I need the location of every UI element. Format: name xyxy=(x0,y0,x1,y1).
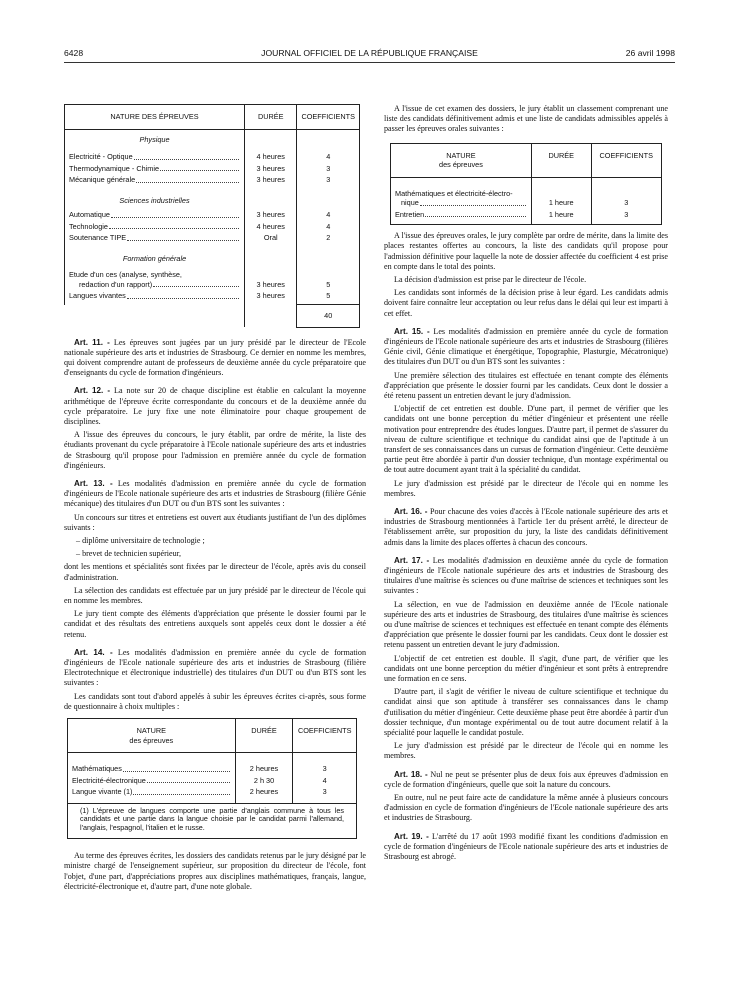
col-header-duree: DURÉE xyxy=(235,719,293,753)
article-11-text: Les épreuves sont jugées par un jury présidé par le directeur de l'Ecole nationale supérieure des arts et industries de Strasbourg. Ce dernier en nomme les membres, qui doivent comprendre autant de professeurs de deuxième année du cycle préparatoire que d'enseignants du cycle de formation d'ingénieurs. xyxy=(64,337,366,378)
table-row: Langues vivantes 3 heures 5 xyxy=(65,290,360,305)
article-11-number: Art. 11. - xyxy=(74,337,110,347)
table-epreuves-orales: NATURE des épreuves DURÉE COEFFICIENTS Mathématiques et électricité-électro- nique 1 heure 3 Entretien 1 heure 3 xyxy=(390,143,662,226)
table-row: Soutenance TIPE Oral 2 xyxy=(65,232,360,244)
list-item: – brevet de technicien supérieur, xyxy=(76,549,182,559)
article-14-text: Les modalités d'admission en première année du cycle de formation d'ingénieurs de l'Ecole nationale supérieure des arts et industries de Strasbourg (filière Electrotechnique et électronique industrielle) des titulaires d'un DUT ou d'un BTS sont les suivantes : xyxy=(64,647,366,688)
article-12-number: Art. 12. - xyxy=(74,386,111,396)
article-15-text: Les modalités d'admission en première année du cycle de formation d'ingénieurs de l'Ecole nationale supérieure des arts et industries de Strasbourg (filières Génie civil, Génie climatique et énergétique, Topographie, Plasturgie, Mécatronique) des titulaires d'un DUT ou d'un BTS sont les suivantes : xyxy=(384,326,668,367)
article-18-text: Nul ne peut se présenter plus de deux fois aux épreuves d'admission en cycle de formation d'ingénieurs, quelle que soit la nature du concours. xyxy=(384,769,668,789)
table-row: Mathématiques et électricité-électro- nique 1 heure 3 xyxy=(391,188,662,209)
paragraph: Un concours sur titres et entretiens est ouvert aux étudiants justifiant de l'un des diplômes suivants : xyxy=(64,512,366,532)
section-title: Physique xyxy=(65,129,245,145)
table-row: Mécanique générale 3 heures 3 xyxy=(65,174,360,186)
paragraph: Les candidats sont tout d'abord appelés à subir les épreuves écrites ci-après, sous forme de questionnaire à choix multiples : xyxy=(64,691,366,711)
col-header-duree: DURÉE xyxy=(245,105,297,130)
paragraph: Une première sélection des titulaires est effectuée en tenant compte des éléments d'appréciation que présente le dossier fourni par les candidats. Ceux dont le dossier a été retenu passent un entretien devant le jury d'admission. xyxy=(384,370,668,400)
article-19-text: L'arrêté du 17 août 1993 modifié fixant les conditions d'admission en cycle de formation d'ingénieurs de l'Ecole nationale supérieure des arts et industries de Strasbourg est abrogé. xyxy=(384,831,668,862)
col-header-coef: COEFFICIENTS xyxy=(293,719,357,753)
col-header-coef: COEFFICIENTS xyxy=(297,105,360,130)
table-row: Mathématiques 2 heures 3 xyxy=(68,763,357,775)
table-row: Technologie 4 heures 4 xyxy=(65,221,360,233)
journal-title: JOURNAL OFFICIEL DE LA RÉPUBLIQUE FRANÇAISE xyxy=(261,48,478,58)
article-16-text: Pour chacune des voies d'accès à l'Ecole nationale supérieure des arts et industries de Strasbourg mentionnées à l'article 1er du présent arrêté, le directeur de l'établissement arrête, sur proposition du jury, la liste des candidats définitivement admis dans la limite des places offertes à chacun des concours. xyxy=(384,506,668,547)
left-column xyxy=(64,104,366,895)
article-13-number: Art. 13. - xyxy=(74,478,113,488)
page-header xyxy=(64,48,675,62)
section-title: Formation générale xyxy=(65,244,245,270)
table-row: Entretien 1 heure 3 xyxy=(391,209,662,225)
table-row: Langue vivante (1) 2 heures 3 xyxy=(68,786,357,803)
col-header-nature: NATURE xyxy=(136,726,167,735)
paragraph: Le jury tient compte des éléments d'appréciation que présente le dossier fourni par le candidat et des résultats des entretiens auxquels sont appelés ceux dont le dossier a été retenu. xyxy=(64,609,366,639)
paragraph: A l'issue de cet examen des dossiers, le jury établit un classement comprenant une liste des candidats définitivement admis et une liste de candidats admissibles appelés à passer les épreuves orales suivantes : xyxy=(384,104,668,134)
table-row: Automatique 3 heures 4 xyxy=(65,209,360,221)
article-15-number: Art. 15. - xyxy=(394,326,430,336)
article-19-number: Art. 19. - xyxy=(394,831,429,841)
paragraph: La décision d'admission est prise par le directeur de l'école. xyxy=(394,274,587,284)
table-row: Thermodynamique - Chimie 3 heures 3 xyxy=(65,163,360,175)
table-row: Electricité-électronique 2 h 30 4 xyxy=(68,775,357,787)
table-row: Electricité - Optique 4 heures 4 xyxy=(65,151,360,163)
article-16-number: Art. 16. - xyxy=(394,506,428,516)
article-14-number: Art. 14. - xyxy=(74,647,113,657)
paragraph: L'objectif de cet entretien est double. Il s'agit, d'une part, de vérifier que les candidats ont une bonne perception du métier d'ingénieur et sont prêts à entreprendre une formation en ce sens. xyxy=(384,653,668,684)
article-18-number: Art. 18. - xyxy=(394,769,428,779)
article-13-text: Les modalités d'admission en première année du cycle de formation d'ingénieurs de l'Ecole nationale supérieure des arts et industries de Strasbourg (filière Génie mécanique) des titulaires d'un DUT ou d'un BTS sont les suivantes : xyxy=(64,478,366,509)
total-coefficients: 40 xyxy=(297,305,360,328)
col-header-coef: COEFFICIENTS xyxy=(591,143,661,177)
col-header-nature: NATURE DES ÉPREUVES xyxy=(65,105,245,130)
col-header-duree: DURÉE xyxy=(531,143,591,177)
paragraph: En outre, nul ne peut faire acte de candidature la même année à plusieurs concours d'admission en cycle de formation d'ingénieurs de l'Ecole nationale supérieure des arts et industries de Strasbourg. xyxy=(384,793,668,823)
paragraph: Le jury d'admission est présidé par le directeur de l'école qui en nomme les membres. xyxy=(384,741,668,761)
right-column xyxy=(384,104,668,865)
list-item: – diplôme universitaire de technologie ; xyxy=(76,535,205,545)
page-number: 6428 xyxy=(64,48,84,58)
table-epreuves-ecrites: NATURE des épreuves DURÉE COEFFICIENTS Mathématiques 2 heures 3 Electricité-électronique 2 h 30 4 Langue vivante (1) 2 heures 3 xyxy=(67,718,357,804)
paragraph: D'autre part, il s'agit de vérifier le niveau de culture scientifique et technique du candidat ainsi que son aptitude à transférer ses connaissances dans le champ d'utilisation du métier d'ingénieur. Cette deuxième phase peut être abordée à partir d'un dossier technique, d'un montage expérimental ou de tout autre document relatif à la spécialité pour laquelle le candidat postule. xyxy=(384,687,668,738)
table-row: Etude d'un ces (analyse, synthèse, redaction d'un rapport) 3 heures 5 xyxy=(65,269,360,290)
article-12-text: La note sur 20 de chaque discipline est établie en calculant la moyenne arithmétique de l'épreuve écrite correspondante du concours et de la deuxième année du cycle préparatoire. Le jury fixe une note éliminatoire pour chaque groupement de disciplines. xyxy=(64,386,366,426)
issue-date: 26 avril 1998 xyxy=(625,48,675,58)
table-footnote: (1) L'épreuve de langues comporte une partie d'anglais commune à tous les candidats et une partie dans la langue choisie par le candidat parmi l'allemand, l'anglais, l'espagnol, l'italien et le russe. xyxy=(67,804,357,840)
paragraph: La sélection des candidats est effectuée par un jury présidé par le directeur de l'école qui en nomme les membres. xyxy=(64,585,366,605)
paragraph: Au terme des épreuves écrites, les dossiers des candidats retenus par le jury désigné par le ministre chargé de l'enseignement supérieur, sur proposition du directeur de l'école, font l'objet, d'une part, d'appréciations propres aux disciplines mathématiques, français, langue, électricité-électronique et, d'autre part, d'une note globale. xyxy=(64,851,366,891)
paragraph: Les candidats sont informés de la décision prise à leur égard. Les candidats admis doivent faire connaître leur acceptation ou leur refus dans le délai qui leur est imparti à cet effet. xyxy=(384,288,668,318)
table-epreuves-concours xyxy=(64,104,360,328)
paragraph: Le jury d'admission est présidé par le directeur de l'école qui en nomme les membres. xyxy=(384,478,668,498)
article-17-text: Les modalités d'admission en deuxième année du cycle de formation d'ingénieurs de l'Ecole nationale supérieure des arts et industries de Strasbourg des titulaires d'une maîtrise ès sciences ou d'une maîtrise de sciences et techniques sont les suivantes : xyxy=(384,555,668,596)
paragraph: L'objectif de cet entretien est double. D'une part, il permet de vérifier que les candidats ont une bonne perception du métier d'ingénieur et présentent une réelle motivation pour entreprendre des études longues. D'autre part, il permet de s'assurer du niveau de culture scientifique et technique du candidat ainsi que de l'aptitude à un transfert de ses connaissances dans un cursus de formation d'ingénieur. Cette deuxième partie peut être abordée à partir d'un dossier technique, d'un montage expérimental ou de tout autre document ayant trait à la spécialité du candidat. xyxy=(384,404,668,475)
paragraph: La sélection, en vue de l'admission en deuxième année de l'Ecole nationale supérieure des arts et industries de Strasbourg, des titulaires d'une maîtrise ès sciences ou d'une maîtrise de sciences et techniques est effectuée en tenant compte des éléments d'appréciation que présente le dossier fourni par les candidats. Ceux dont le dossier est retenu passent un entretien devant le jury d'admission. xyxy=(384,599,668,650)
article-17-number: Art. 17. - xyxy=(394,555,430,565)
paragraph: dont les mentions et spécialités sont fixées par le directeur de l'école, après avis du conseil d'administration. xyxy=(64,562,366,582)
header-rule xyxy=(64,62,675,63)
paragraph: A l'issue des épreuves orales, le jury complète par ordre de mérite, dans la limite des places restantes offertes au concours, la liste des candidats qu'il propose pour l'admission définitive pour laquelle la note de dossier affectée du coefficient 4 est prise en compte dans le total des points. xyxy=(384,231,668,271)
paragraph: A l'issue des épreuves du concours, le jury établit, par ordre de mérite, la liste des étudiants provenant du cycle préparatoire à l'Ecole nationale supérieure des arts et industries de Strasbourg qu'il propose pour l'admission en première année du cycle de formation d'ingénieurs. xyxy=(64,430,366,470)
col-header-nature: NATURE xyxy=(446,150,476,160)
section-title: Sciences industrielles xyxy=(65,186,245,210)
